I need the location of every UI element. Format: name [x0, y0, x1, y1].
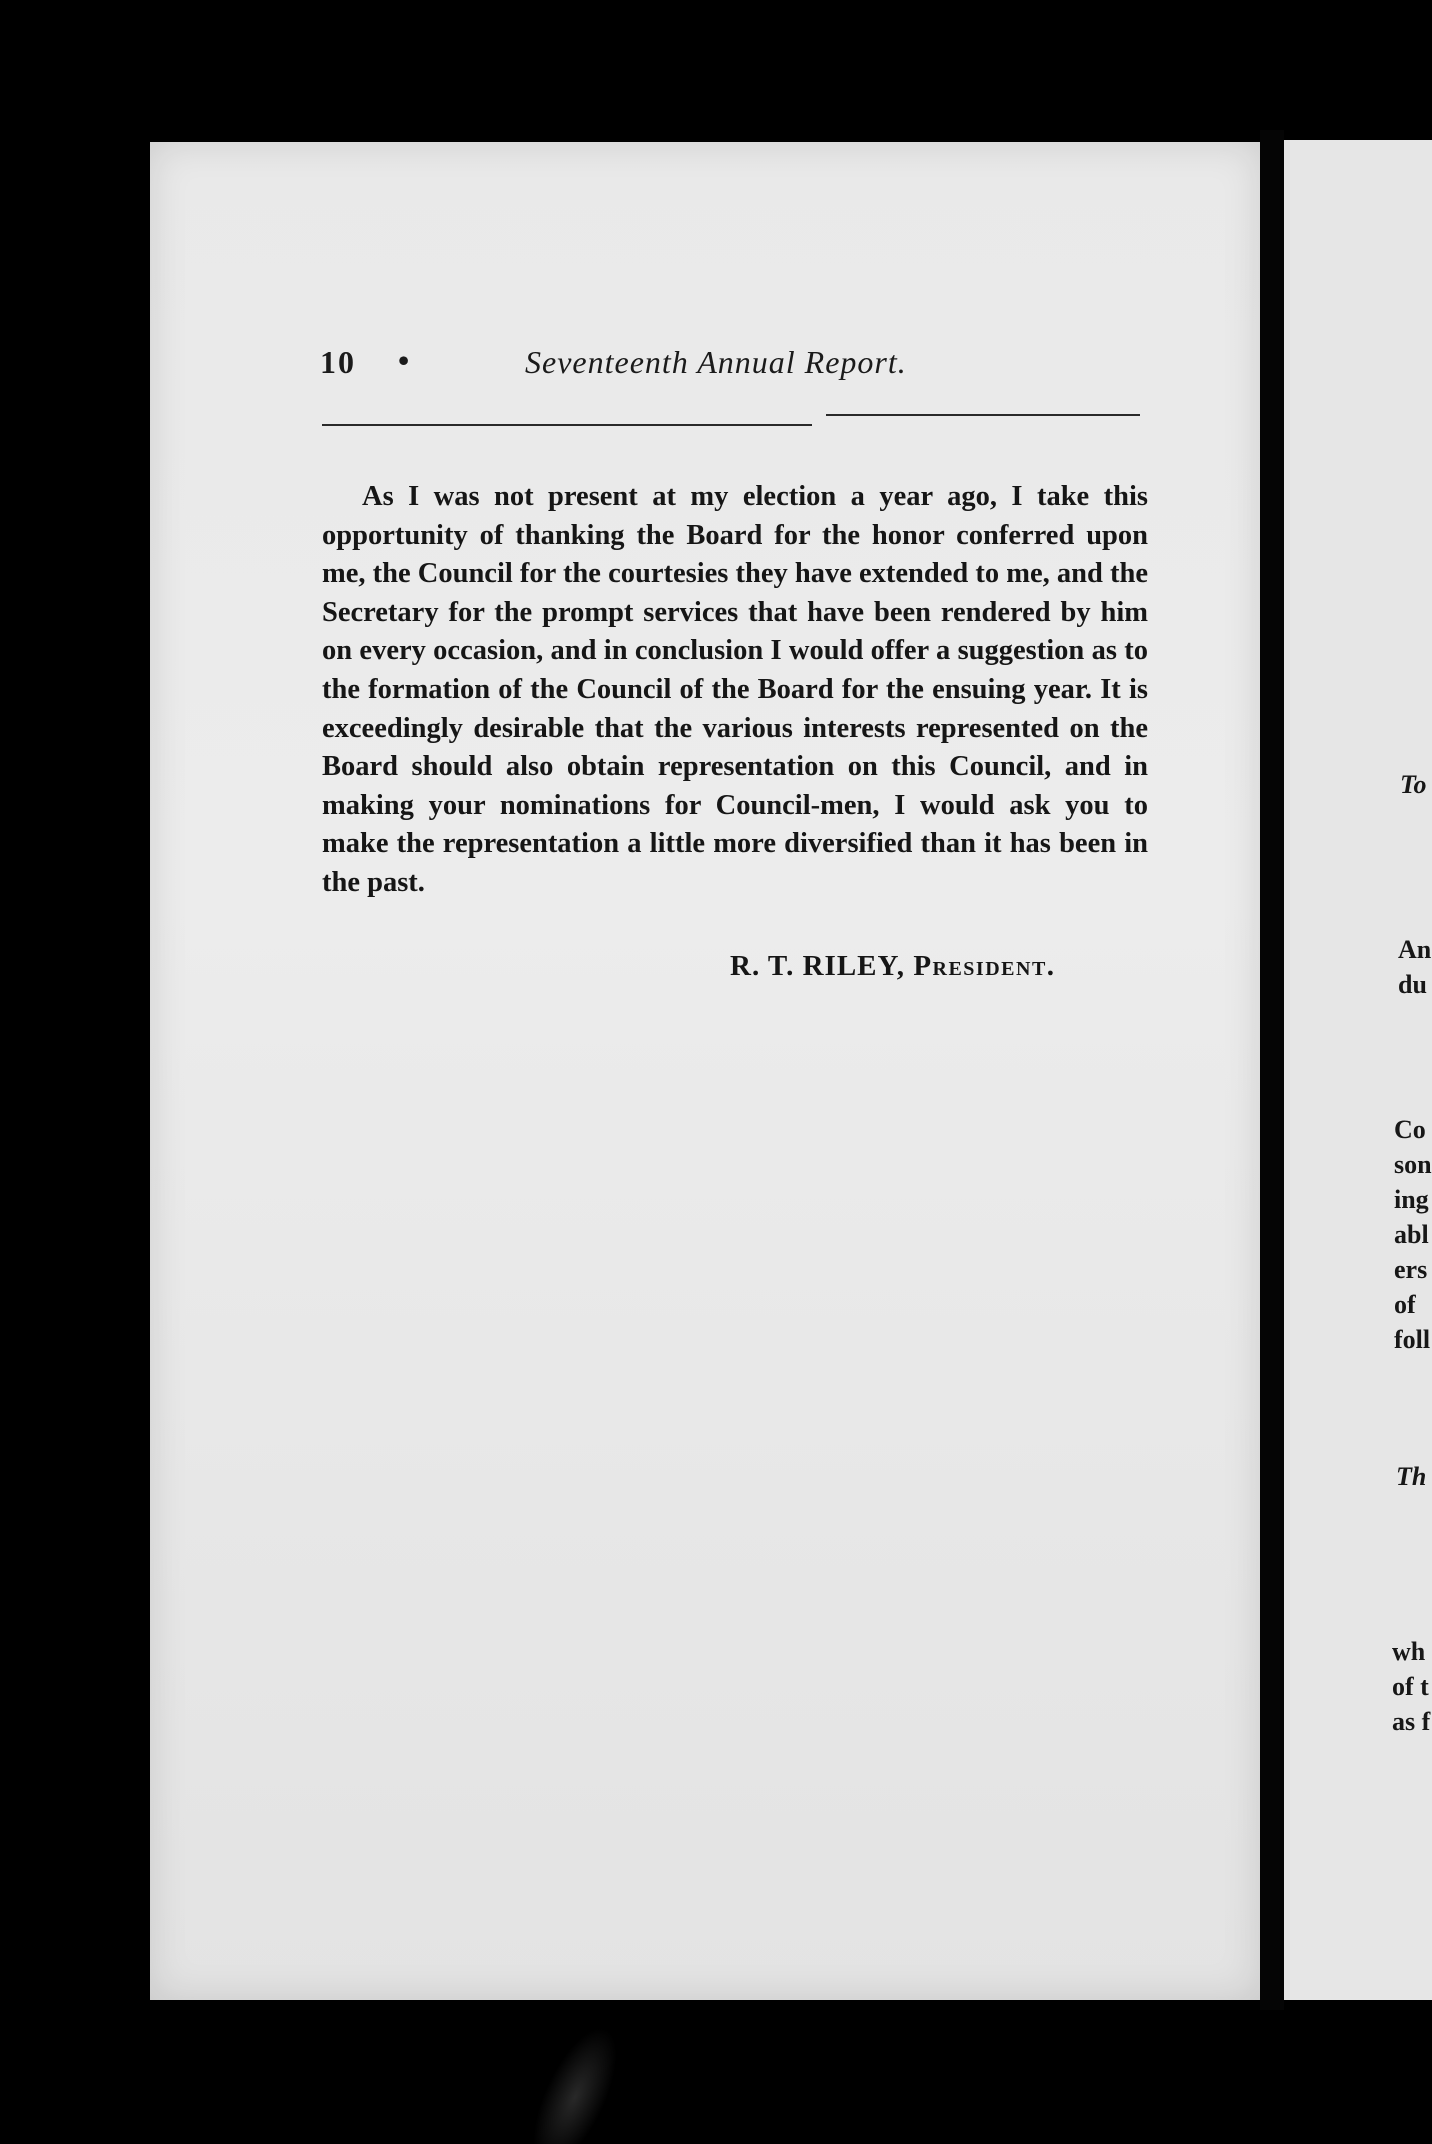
adjacent-fragment: du — [1398, 970, 1427, 999]
adjacent-fragment: ing — [1394, 1185, 1429, 1214]
adjacent-fragment: as f — [1392, 1707, 1431, 1736]
header-rule-right — [826, 414, 1140, 416]
adjacent-fragment: foll — [1394, 1325, 1431, 1354]
adjacent-fragment: Th — [1396, 1462, 1427, 1491]
ink-smudge — [516, 2016, 634, 2144]
header-rule-left — [322, 424, 812, 426]
adjacent-fragment: wh — [1392, 1637, 1426, 1666]
signature — [730, 950, 1056, 983]
adjacent-fragment: ers — [1394, 1255, 1428, 1284]
page-gutter — [1260, 130, 1284, 2010]
signature-name: R. T. RILEY, — [730, 950, 906, 982]
adjacent-page — [1284, 140, 1432, 2000]
signature-title: President. — [913, 950, 1056, 982]
scanned-page — [150, 142, 1260, 2000]
running-head — [320, 344, 1180, 404]
adjacent-fragment: Co — [1394, 1115, 1426, 1144]
adjacent-fragment: of t — [1392, 1672, 1429, 1701]
adjacent-fragment: of — [1394, 1290, 1416, 1319]
adjacent-fragment: An — [1398, 935, 1432, 964]
adjacent-fragment: son — [1394, 1150, 1432, 1179]
page-number: 10 — [320, 344, 356, 380]
adjacent-fragment: abl — [1394, 1220, 1429, 1249]
running-title: Seventeenth Annual Report. — [525, 344, 907, 380]
adjacent-fragment: To — [1400, 770, 1427, 799]
header-separator: • — [398, 342, 410, 378]
body-paragraph: As I was not present at my election a year ago, I take this opportunity of thanking the Board for the honor conferred upon me, the Council for the courtesies they have extended to me, and the Secretary for the prompt services that have been rendered by him on every occasion, and in conclusion I would offer a suggestion as to the formation of the Council of the Board for the ensuing year. It is exceedingly desirable that the various interests represented on the Board should also obtain representation on this Council, and in making your nominations for Council-men, I would ask you to make the representation a little more diversified than it has been in the past. — [322, 481, 1148, 898]
